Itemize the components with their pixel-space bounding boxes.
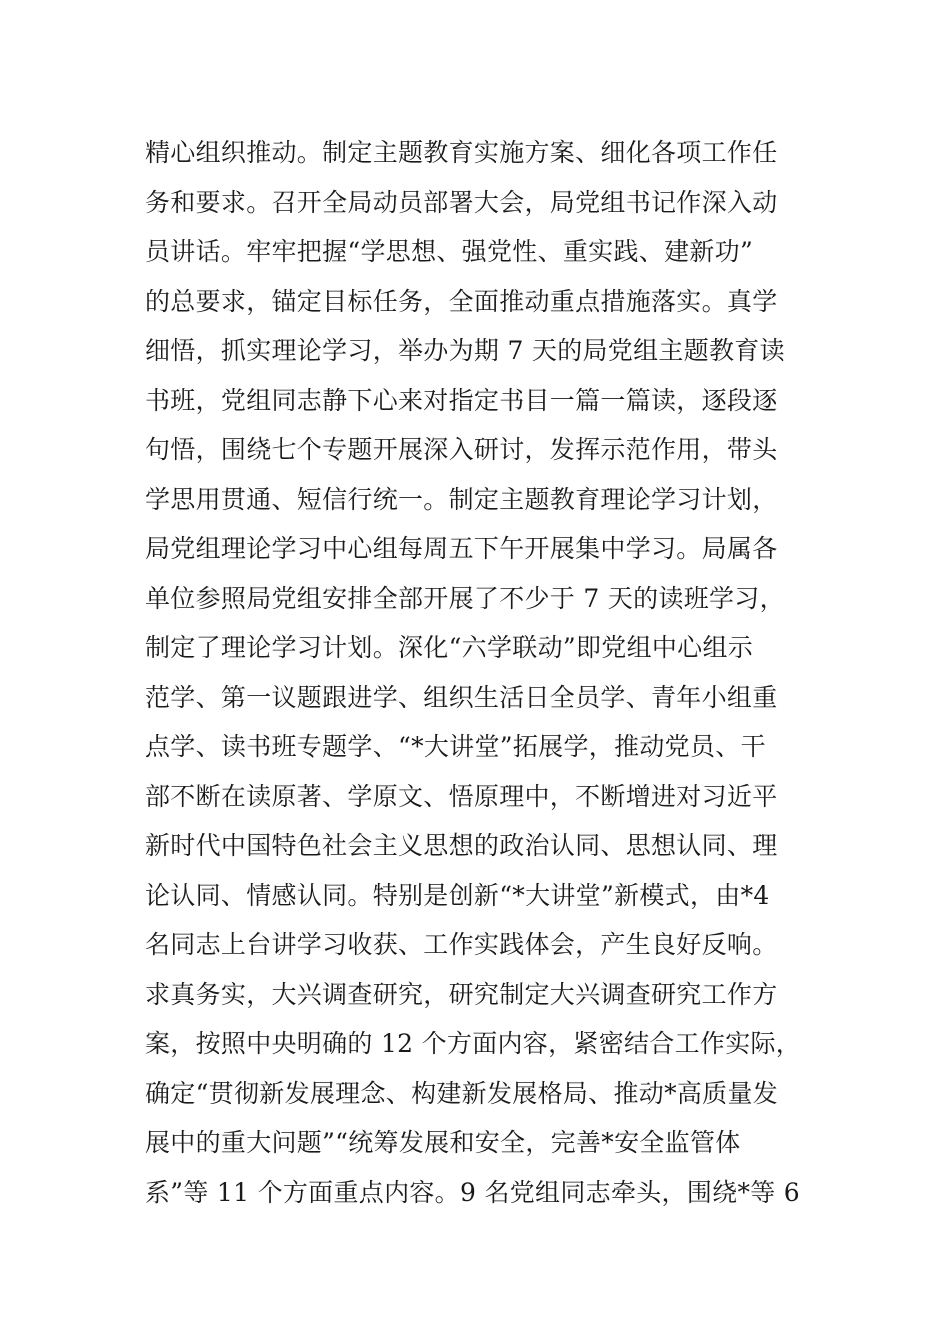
text-line: 细悟，抓实理论学习，举办为期 7 天的局党组主题教育读 <box>145 336 785 365</box>
text-line: 部不断在读原著、学原文、悟原理中，不断增进对习近平 <box>145 781 778 811</box>
text-line: 范学、第一议题跟进学、组织生活日全员学、青年小组重 <box>145 682 778 712</box>
text-line: 点学、读书班专题学、“*大讲堂”拓展学，推动党员、干 <box>145 732 766 761</box>
text-line: 制定了理论学习计划。深化“六学联动”即党组中心组示 <box>145 633 754 662</box>
text-line: 务和要求。召开全局动员部署大会，局党组书记作深入动 <box>145 187 778 217</box>
text-line: 确定“贯彻新发展理念、构建新发展格局、推动*高质量发 <box>145 1078 779 1108</box>
text-line: 学思用贯通、短信行统一。制定主题教育理论学习计划， <box>145 484 778 514</box>
text-line: 员讲话。牢牢把握“学思想、强党性、重实践、建新功” <box>145 237 754 266</box>
text-line: 书班，党组同志静下心来对指定书目一篇一篇读，逐段逐 <box>145 385 778 415</box>
text-line: 名同志上台讲学习收获、工作实践体会，产生良好反响。 <box>145 930 778 959</box>
text-line: 句悟，围绕七个专题开展深入研讨，发挥示范作用，带头 <box>145 435 778 464</box>
text-line: 精心组织推动。制定主题教育实施方案、细化各项工作任 <box>145 138 778 167</box>
text-line: 系”等 11 个方面重点内容。9 名党组同志牵头，围绕*等 6 <box>145 1177 800 1207</box>
text-line: 论认同、情感认同。特别是创新“*大讲堂”新模式，由*4 <box>145 880 770 910</box>
body-paragraph <box>145 128 810 1217</box>
text-line: 局党组理论学习中心组每周五下午开展集中学习。局属各 <box>145 534 778 563</box>
text-line: 的总要求，锚定目标任务，全面推动重点措施落实。真学 <box>145 286 778 316</box>
text-line: 求真务实，大兴调查研究，研究制定大兴调查研究工作方 <box>145 979 778 1009</box>
text-line: 单位参照局党组安排全部开展了不少于 7 天的读班学习， <box>145 583 785 613</box>
text-line: 案，按照中央明确的 12 个方面内容，紧密结合工作实际， <box>145 1029 802 1058</box>
text-line: 新时代中国特色社会主义思想的政治认同、思想认同、理 <box>145 831 778 860</box>
text-line: 展中的重大问题”“统筹发展和安全，完善*安全监管体 <box>145 1128 741 1157</box>
